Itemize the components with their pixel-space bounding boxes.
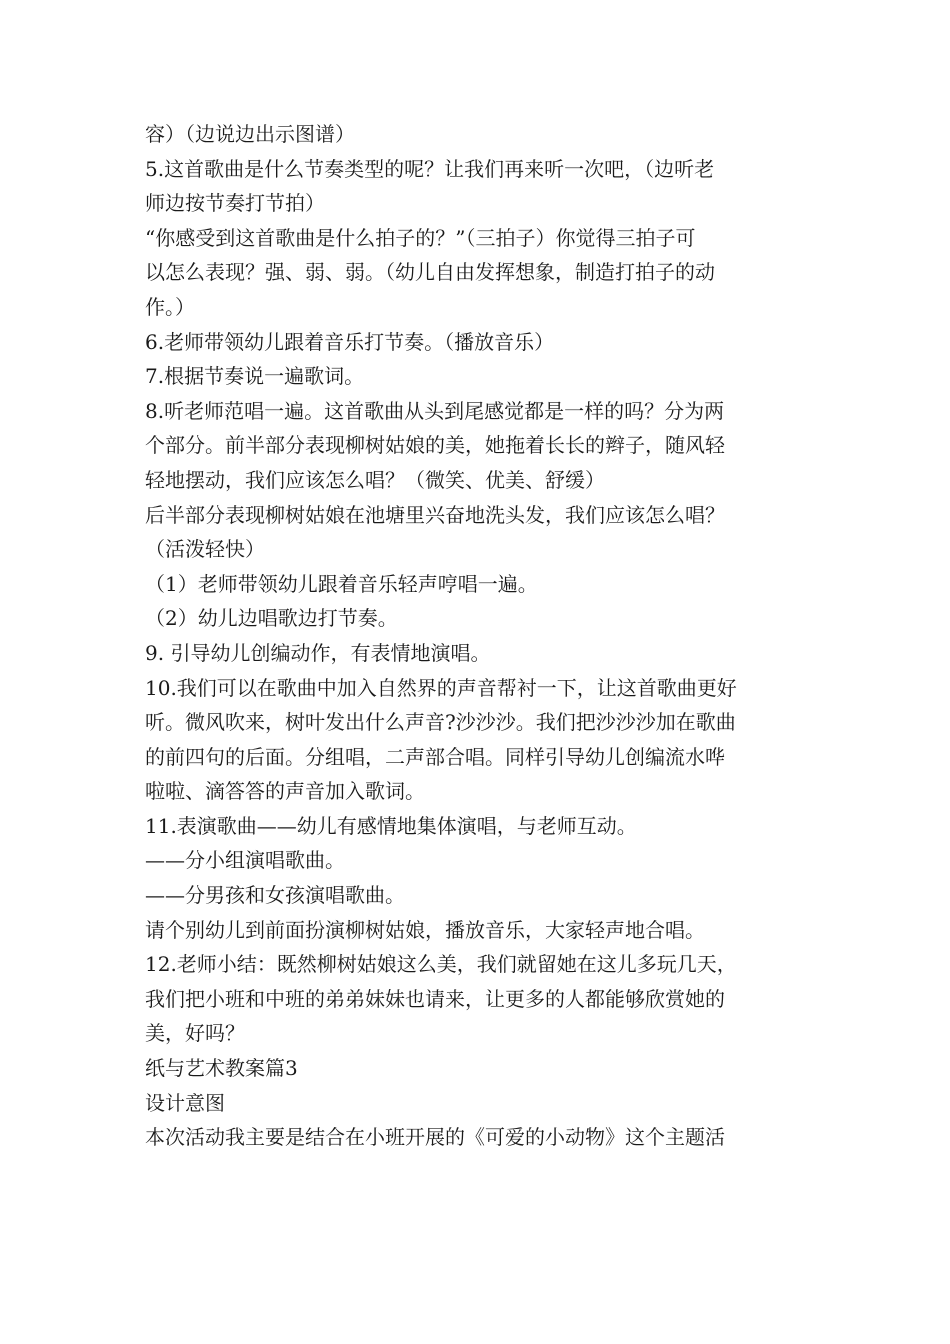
text-line: 6.老师带领幼儿跟着音乐打节奏。（播放音乐） bbox=[145, 329, 555, 354]
text-line: 本次活动我主要是结合在小班开展的《可爱的小动物》这个主题活 bbox=[145, 1125, 725, 1150]
text-line: 我们把小班和中班的弟弟妹妹也请来，让更多的人都能够欣赏她的 bbox=[145, 986, 725, 1011]
text-line: 11.表演歌曲——幼儿有感情地集体演唱，与老师互动。 bbox=[145, 813, 637, 838]
text-line: 啦啦、滴答答的声音加入歌词。 bbox=[145, 779, 425, 804]
text-line: （1）老师带领幼儿跟着音乐轻声哼唱一遍。 bbox=[145, 571, 538, 596]
text-line: “你感受到这首歌曲是什么拍子的？”（三拍子）你觉得三拍子可 bbox=[145, 225, 696, 250]
text-line: 后半部分表现柳树姑娘在池塘里兴奋地洗头发，我们应该怎么唱？ bbox=[145, 502, 725, 527]
text-line: （2）幼儿边唱歌边打节奏。 bbox=[145, 606, 398, 631]
text-line: 12.老师小结：既然柳树姑娘这么美，我们就留她在这儿多玩几天， bbox=[145, 952, 737, 977]
text-line: 以怎么表现？强、弱、弱。（幼儿自由发挥想象，制造打拍子的动 bbox=[145, 260, 715, 285]
document-body bbox=[145, 117, 815, 1155]
text-line: ——分小组演唱歌曲。 bbox=[145, 848, 345, 873]
text-line: 容）（边说边出示图谱） bbox=[145, 122, 355, 146]
text-line: 作。） bbox=[145, 294, 195, 319]
text-line: 美，好吗？ bbox=[145, 1021, 245, 1046]
text-line: （活泼轻快） bbox=[145, 537, 265, 562]
text-line: 10.我们可以在歌曲中加入自然界的声音帮衬一下，让这首歌曲更好 bbox=[145, 675, 737, 700]
text-line: 个部分。前半部分表现柳树姑娘的美，她拖着长长的辫子，随风轻 bbox=[145, 433, 725, 458]
text-line: 5.这首歌曲是什么节奏类型的呢？让我们再来听一次吧，（边听老 bbox=[145, 156, 715, 181]
text-line: 请个别幼儿到前面扮演柳树姑娘，播放音乐，大家轻声地合唱。 bbox=[145, 917, 705, 942]
text-line: 7.根据节奏说一遍歌词。 bbox=[145, 364, 365, 389]
text-line: ——分男孩和女孩演唱歌曲。 bbox=[145, 883, 405, 908]
text-line: 轻地摆动，我们应该怎么唱？（微笑、优美、舒缓） bbox=[145, 467, 605, 492]
subsection-heading: 设计意图 bbox=[145, 1090, 225, 1115]
text-line: 8.听老师范唱一遍。这首歌曲从头到尾感觉都是一样的吗？分为两 bbox=[145, 398, 725, 423]
text-line: 9. 引导幼儿创编动作，有表情地演唱。 bbox=[145, 640, 491, 665]
text-line: 的前四句的后面。分组唱，二声部合唱。同样引导幼儿创编流水哗 bbox=[145, 744, 725, 769]
text-line: 听。微风吹来，树叶发出什么声音?沙沙沙。我们把沙沙沙加在歌曲 bbox=[145, 710, 736, 735]
text-line: 师边按节奏打节拍） bbox=[145, 191, 325, 216]
section-heading: 纸与艺术教案篇3 bbox=[145, 1056, 298, 1081]
